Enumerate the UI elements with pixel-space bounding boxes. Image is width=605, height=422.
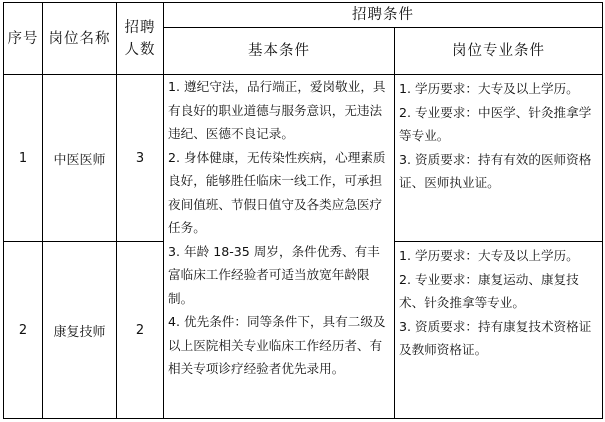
row-position: 康复技师 [43, 242, 117, 419]
specialty-item: 3. 资质要求：持有康复技术资格证及教师资格证。 [399, 318, 592, 357]
table-row [4, 75, 603, 242]
recruitment-table [3, 2, 603, 419]
specialty-item: 3. 资质要求：持有有效的医师资格证、医师执业证。 [399, 151, 592, 190]
basic-conditions-cell [164, 75, 395, 419]
header-conditions: 招聘条件 [164, 3, 603, 28]
row-count: 3 [117, 75, 164, 242]
specialty-item: 2. 专业要求：中医学、针灸推拿学等专业。 [399, 104, 592, 143]
basic-condition-item: 4. 优先条件：同等条件下，具有二级及以上医院相关专业临床工作经历者、有相关专项诊疗经验者优先录用。 [168, 314, 386, 376]
specialty-cell [395, 242, 603, 419]
row-position: 中医医师 [43, 75, 117, 242]
basic-condition-item: 1. 遵纪守法，品行端正，爱岗敬业，具有良好的职业道德与服务意识，无违法违纪、医德不良记录。 [168, 79, 386, 141]
header-no: 序号 [4, 3, 43, 75]
specialty-item: 2. 专业要求：康复运动、康复技术、针灸推拿等专业。 [399, 271, 579, 310]
row-no: 2 [4, 242, 43, 419]
header-specialty: 岗位专业条件 [395, 28, 603, 75]
specialty-item: 1. 学历要求：大专及以上学历。 [399, 248, 579, 263]
header-position: 岗位名称 [43, 3, 117, 75]
basic-condition-item: 2. 身体健康，无传染性疾病，心理素质良好，能够胜任临床一线工作，可承担夜间值班、节假日值守及各类应急医疗任务。 [168, 149, 386, 235]
header-count: 招聘人数 [117, 3, 164, 75]
specialty-item: 1. 学历要求：大专及以上学历。 [399, 81, 579, 96]
specialty-cell [395, 75, 603, 242]
row-count: 2 [117, 242, 164, 419]
row-no: 1 [4, 75, 43, 242]
header-basic: 基本条件 [164, 28, 395, 75]
basic-condition-item: 3. 年龄 18-35 周岁，条件优秀、有丰富临床工作经验者可适当放宽年龄限制。 [168, 243, 380, 306]
